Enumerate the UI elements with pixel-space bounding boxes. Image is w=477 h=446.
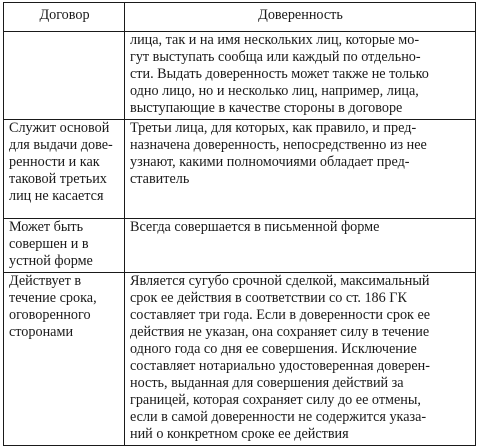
right-cell <box>125 120 476 219</box>
text-line: Служит основой <box>9 120 110 136</box>
text-line: одного года со дня ее совершения. Исключение <box>130 341 417 357</box>
text-line: оговоренного <box>9 307 91 323</box>
left-cell <box>4 273 125 446</box>
text-line: Всегда совершается в письменной форме <box>130 219 380 235</box>
table-row <box>4 273 476 446</box>
text-line: совершен и в <box>9 236 89 252</box>
text-line: одно лицо, но и несколько лиц, например, лица, <box>130 83 419 99</box>
table-row <box>4 219 476 273</box>
text-line: назначена доверенность, непосредственно из нее <box>130 137 427 153</box>
text-line: лиц не касается <box>9 188 104 204</box>
text-line: действия не указан, она сохраняет силу в течение <box>130 324 430 340</box>
left-cell <box>4 219 125 273</box>
right-cell <box>125 273 476 446</box>
text-line: ний о конкретном сроке ее действия <box>130 426 349 442</box>
text-line: устной форме <box>9 253 93 269</box>
left-cell <box>4 32 125 120</box>
text-line: срок ее действия в соответствии со ст. 186 ГК <box>130 290 407 306</box>
text-line: составляет нотариально удостоверенная доверен- <box>130 358 430 374</box>
text-line: ренности и как <box>9 154 100 170</box>
header-power-of-attorney: Доверенность <box>125 3 476 32</box>
text-line: выступающие в качестве стороны в договоре <box>130 100 403 116</box>
text-line: гут выступать сообща или каждый по отдельно- <box>130 49 421 65</box>
text-line: узнают, какими полномочиями обладает пред- <box>130 154 410 170</box>
text-line: Может быть <box>9 219 84 235</box>
text-line: ставитель <box>130 171 190 187</box>
right-cell <box>125 219 476 273</box>
text-line: сти. Выдать доверенность может также не только <box>130 66 429 82</box>
text-line: составляет три года. Если в доверенности срок ее <box>130 307 431 323</box>
text-line: для выдачи дове- <box>9 137 113 153</box>
text-line: Является сугубо срочной сделкой, максимальный <box>130 273 430 289</box>
text-line: таковой третьих <box>9 171 107 187</box>
right-cell <box>125 32 476 120</box>
header-contract: Договор <box>4 3 125 32</box>
text-line: ность, выданная для совершения действий за <box>130 375 404 391</box>
text-line: границей, которая сохраняет силу до ее отмены, <box>130 392 421 408</box>
text-line: лица, так и на имя нескольких лиц, которые мо- <box>130 32 420 48</box>
text-line: Третьи лица, для которых, как правило, и пред- <box>130 120 417 136</box>
left-cell <box>4 120 125 219</box>
text-line: если в самой доверенности не содержится указа- <box>130 409 427 425</box>
table-header-row <box>4 3 476 32</box>
table-row <box>4 32 476 120</box>
text-line: Действует в <box>9 273 82 289</box>
text-line: течение срока, <box>9 290 97 306</box>
table-row <box>4 120 476 219</box>
comparison-table <box>3 2 476 446</box>
text-line: сторонами <box>9 324 74 340</box>
